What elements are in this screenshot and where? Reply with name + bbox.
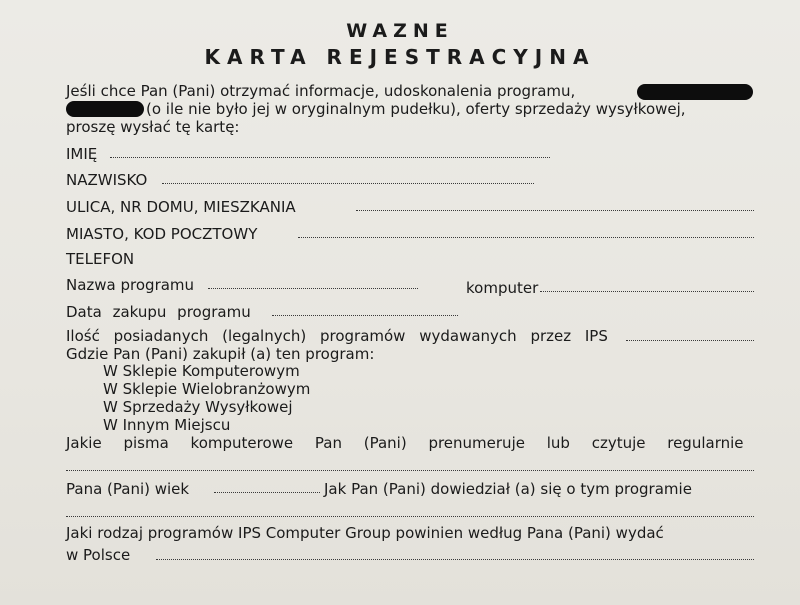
purchase-date-fill-line[interactable] (272, 315, 458, 316)
card-title: KARTA REJESTRACYJNA (204, 45, 596, 69)
poland-label: w Polsce (66, 546, 131, 564)
purchase-option[interactable]: W Sklepie Komputerowym (103, 362, 300, 380)
redacted-text (66, 101, 144, 117)
age-fill-line[interactable] (214, 492, 320, 493)
heard-about-fill-line[interactable] (66, 516, 754, 517)
field-label-phone: TELEFON (66, 250, 135, 268)
heard-about-question: Jak Pan (Pani) dowiedział (a) się o tym programie (324, 480, 692, 498)
ips-count-fill-line[interactable] (626, 340, 754, 341)
program-name-fill-line[interactable] (208, 288, 418, 289)
street-fill-line[interactable] (356, 210, 754, 211)
field-label-street: ULICA, NR DOMU, MIESZKANIA (66, 198, 296, 216)
field-label-ips-count: Ilość posiadanych (legalnych) programów wydawanych przez IPS (66, 327, 608, 345)
field-label-city: MIASTO, KOD POCZTOWY (66, 225, 258, 243)
field-label-first-name: IMIĘ (66, 145, 98, 163)
intro-line-2: (o ile nie było jej w oryginalnym pudełku), oferty sprzedaży wysyłkowej, (146, 100, 686, 118)
intro-line-1: Jeśli chce Pan (Pani) otrzymać informacje, udoskonalenia programu, (66, 82, 576, 100)
ips-programs-fill-line[interactable] (156, 559, 754, 560)
field-label-program-name: Nazwa programu (66, 276, 195, 294)
field-label-surname: NAZWISKO (66, 171, 148, 189)
city-fill-line[interactable] (298, 237, 754, 238)
magazines-question: Jakie pisma komputerowe Pan (Pani) prenumeruje lub czytuje regularnie (66, 434, 744, 452)
first-name-fill-line[interactable] (110, 157, 550, 158)
purchase-option[interactable]: W Sklepie Wielobranżowym (103, 380, 311, 398)
field-label-purchase-date: Data zakupu programu (66, 303, 251, 321)
purchase-option[interactable]: W Sprzedaży Wysyłkowej (103, 398, 293, 416)
ips-programs-question: Jaki rodzaj programów IPS Computer Group powinien według Pana (Pani) wydać (66, 524, 664, 542)
field-label-computer: komputer (466, 279, 539, 297)
intro-line-3: proszę wysłać tę kartę: (66, 118, 240, 136)
card-heading-important: WAZNE (346, 20, 454, 42)
computer-fill-line[interactable] (540, 291, 754, 292)
redacted-text (637, 84, 753, 100)
age-label: Pana (Pani) wiek (66, 480, 190, 498)
surname-fill-line[interactable] (162, 183, 534, 184)
magazines-fill-line[interactable] (66, 470, 754, 471)
purchase-place-question: Gdzie Pan (Pani) zakupił (a) ten program: (66, 345, 375, 363)
purchase-option[interactable]: W Innym Miejscu (103, 416, 231, 434)
